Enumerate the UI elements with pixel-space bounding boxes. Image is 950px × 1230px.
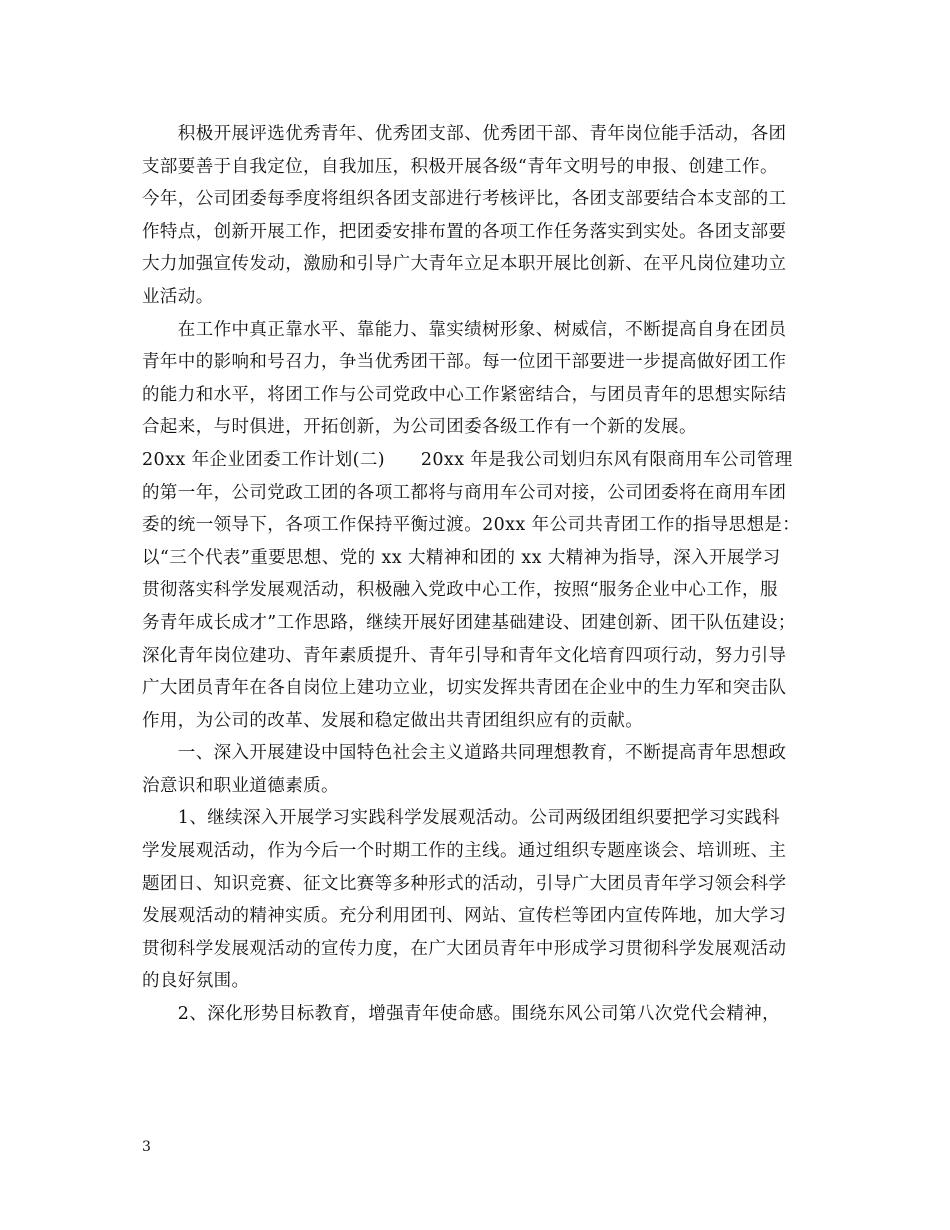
text-line: 贯彻科学发展观活动的宣传力度，在广大团员青年中形成学习贯彻科学发展观活动 — [142, 938, 787, 959]
text-line: 作用，为公司的改革、发展和稳定做出共青团组织应有的贡献。 — [142, 710, 644, 731]
section-heading-line: 20xx 年企业团委工作计划(二) 20xx 年是我公司划归东风有限商用车公司管理 — [142, 449, 793, 470]
text-line: 合起来，与时俱进，开拓创新，为公司团委各级工作有一个新的发展。 — [142, 417, 697, 438]
text-line: 发展观活动的精神实质。充分利用团刊、网站、宣传栏等团内宣传阵地，加大学习 — [142, 906, 787, 927]
text-line: 积极开展评选优秀青年、优秀团支部、优秀团干部、青年岗位能手活动，各团 — [142, 124, 787, 144]
text-line: 的良好氛围。 — [142, 971, 250, 992]
text-line: 的能力和水平，将团工作与公司党政中心工作紧密结合，与团员青年的思想实际结 — [142, 384, 787, 405]
text-line: 今年，公司团委每季度将组织各团支部进行考核评比，各团支部要结合本支部的工 — [142, 189, 787, 210]
text-line: 2、深化形势目标教育，增强青年使命感。围绕东风公司第八次党代会精神， — [142, 1004, 781, 1025]
page-number: 3 — [142, 1139, 151, 1155]
text-line: 学发展观活动，作为今后一个时期工作的主线。通过组织专题座谈会、培训班、主 — [142, 841, 787, 862]
text-line: 贯彻落实科学发展观活动，积极融入党政中心工作，按照“服务企业中心工作，服 — [142, 580, 778, 601]
text-line: 广大团员青年在各自岗位上建功立业，切实发挥共青团在企业中的生力军和突击队 — [142, 678, 787, 699]
text-line: 深化青年岗位建功、青年素质提升、青年引导和青年文化培育四项行动，努力引导 — [142, 645, 787, 666]
text-line: 业活动。 — [142, 286, 214, 307]
text-line: 委的统一领导下，各项工作保持平衡过渡。20xx 年公司共青团工作的指导思想是： — [142, 515, 801, 536]
text-line: 务青年成长成才”工作思路，继续开展好团建基础建设、团建创新、团干队伍建设； — [142, 612, 796, 633]
text-line: 1、继续深入开展学习实践科学发展观活动。公司两级团组织要把学习实践科 — [142, 808, 781, 829]
body-text — [142, 118, 812, 1031]
text-line: 一、深入开展建设中国特色社会主义道路共同理想教育，不断提高青年思想政 — [142, 743, 787, 764]
text-line: 作特点，创新开展工作，把团委安排布置的各项工作任务落实到实处。各团支部要 — [142, 221, 787, 242]
text-line: 以“三个代表”重要思想、党的 xx 大精神和团的 xx 大精神为指导，深入开展学习 — [142, 547, 781, 568]
text-line: 在工作中真正靠水平、靠能力、靠实绩树形象、树威信，不断提高自身在团员 — [142, 319, 787, 340]
text-line: 题团日、知识竞赛、征文比赛等多种形式的活动，引导广大团员青年学习领会科学 — [142, 873, 787, 894]
text-line: 大力加强宣传发动，激励和引导广大青年立足本职开展比创新、在平凡岗位建功立 — [142, 254, 787, 275]
text-line: 青年中的影响和号召力，争当优秀团干部。每一位团干部要进一步提高做好团工作 — [142, 352, 787, 373]
text-line: 的第一年，公司党政工团的各项工都将与商用车公司对接，公司团委将在商用车团 — [142, 482, 787, 503]
text-line: 治意识和职业道德素质。 — [142, 775, 339, 796]
text-line: 支部要善于自我定位，自我加压，积极开展各级“青年文明号的申报、创建工作。 — [142, 156, 778, 177]
